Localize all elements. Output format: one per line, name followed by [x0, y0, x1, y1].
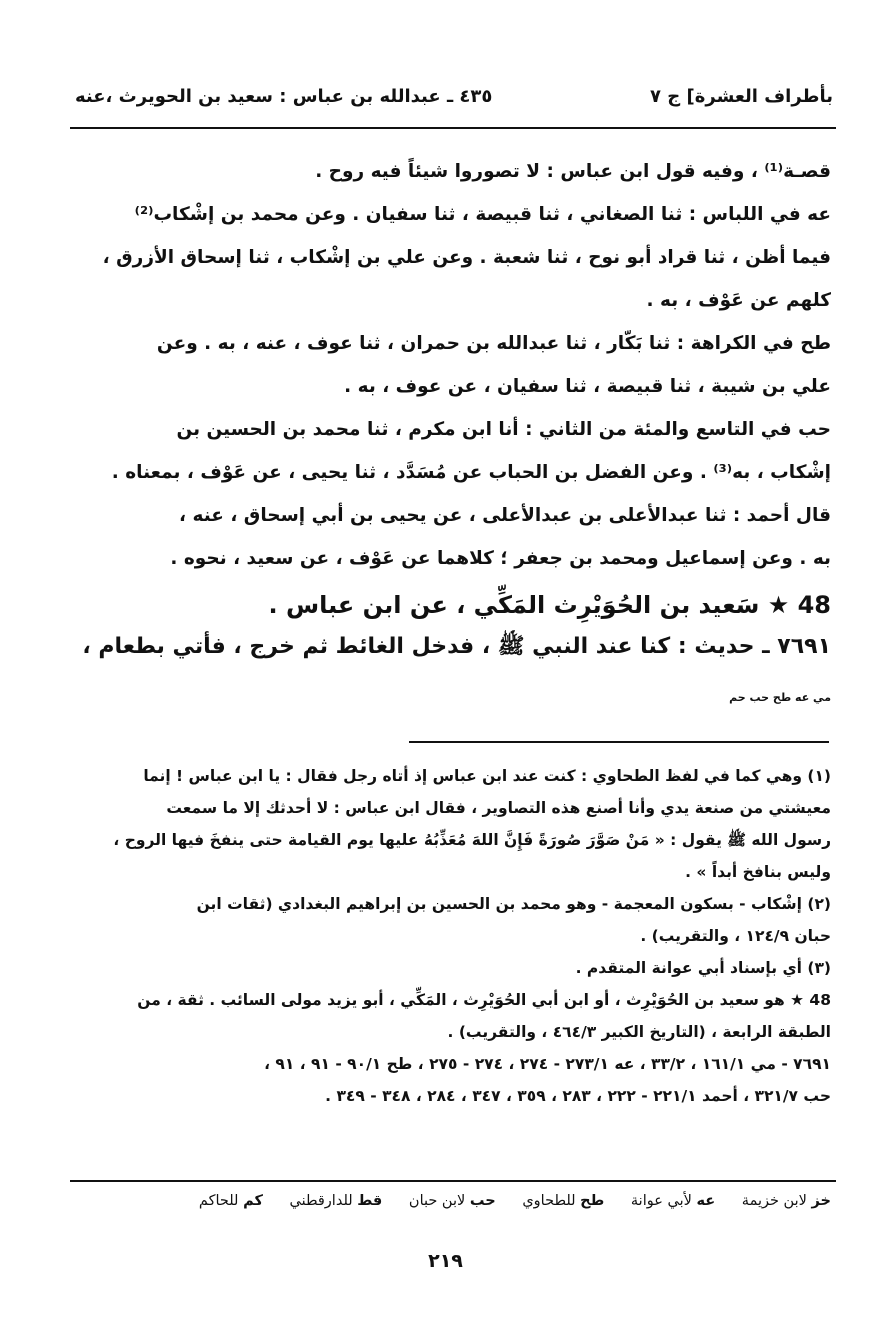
abbreviation-code: عه — [696, 1193, 716, 1209]
body-line: إشْكاب ، به⁽³⁾ . وعن الفضل بن الحباب عن مُسَدَّد ، ثنا يحيى ، عن عَوْف ، بمعناه . — [111, 462, 831, 483]
abbreviation-item — [631, 1193, 715, 1209]
abbreviation-code: خز — [811, 1193, 831, 1209]
footnote-line: ٧٦٩١ - مي ١٦١/١ ، ٣٣/٢ ، عه ٢٧٣/١ - ٢٧٤ ، ٢٧٤ - ٢٧٥ ، طح ٩٠/١ - ٩١ ، ٩١ ، — [264, 1055, 831, 1073]
footnote-line: معيشتي من صنعة يدي وأنا أصنع هذه التصاوير ، فقال ابن عباس : لا أحدثك إلا ما سمعت — [166, 799, 831, 817]
abbreviation-code: حب — [469, 1193, 496, 1209]
body-line: قصـة⁽¹⁾ ، وفيه قول ابن عباس : لا تصوروا شيئاً فيه روح . — [315, 161, 831, 182]
page-number: ٢١٩ — [428, 1250, 463, 1272]
abbreviation-code: طح — [580, 1193, 605, 1209]
hadith-heading: ٧٦٩١ ـ حديث : كنا عند النبي ﷺ ، فدخل الغائط ثم خرج ، فأتي بطعام ، — [82, 634, 831, 659]
abbreviation-item — [742, 1193, 831, 1209]
abbreviation-code: كم — [243, 1193, 263, 1209]
running-header — [75, 86, 833, 120]
footnotes — [68, 760, 831, 1112]
abbreviation-name: للحاكم — [198, 1193, 239, 1209]
footnote-line: حب ٣٢١/٧ ، أحمد ٢٢١/١ - ٢٢٢ ، ٢٨٣ ، ٣٥٩ ، ٣٤٧ ، ٢٨٤ ، ٣٤٨ - ٣٤٩ . — [325, 1087, 831, 1105]
abbreviations-rule — [70, 1180, 836, 1182]
body-line: علي بن شيبة ، ثنا قبيصة ، ثنا سفيان ، عن عوف ، به . — [344, 376, 831, 397]
footnote-line: الطبقة الرابعة ، (التاريخ الكبير ٤٦٤/٣ ، والتقريب) . — [447, 1023, 831, 1041]
main-text — [68, 150, 831, 664]
abbreviation-item — [290, 1193, 383, 1209]
body-line: قال أحمد : ثنا عبدالأعلى بن عبدالأعلى ، عن يحيى بن أبي إسحاق ، عنه ، — [179, 505, 831, 526]
header-volume: بأطراف العشرة] ج ٧ — [650, 86, 833, 107]
header-chapter: ٤٣٥ ـ عبدالله بن عباس : سعيد بن الحويرث ،عنه — [75, 86, 493, 107]
body-line: فيما أظن ، ثنا قراد أبو نوح ، ثنا شعبة . وعن علي بن إشْكاب ، ثنا إسحاق الأزرق ، — [102, 247, 831, 268]
abbreviation-item — [409, 1193, 496, 1209]
footnote-line: (٣) أي بإسناد أبي عوانة المتقدم . — [575, 959, 831, 977]
footnote-line: حبان ١٢٤/٩ ، والتقريب) . — [640, 927, 831, 945]
footnote-rule — [409, 741, 829, 743]
footnote-line: 48 ★ هو سعيد بن الحُوَيْرِث ، أو ابن أبي الحُوَيْرِث ، المَكِّي ، أبو يزيد مولى السائب . ثقة ، من — [137, 991, 831, 1009]
body-line: كلهم عن عَوْف ، به . — [646, 290, 831, 311]
body-line: عه في اللباس : ثنا الصغاني ، ثنا قبيصة ، ثنا سفيان . وعن محمد بن إشْكاب⁽²⁾ — [134, 204, 831, 225]
abbreviation-code: قط — [357, 1193, 383, 1209]
abbreviation-item — [522, 1193, 604, 1209]
footnote-line: (٢) إشْكاب - بسكون المعجمة - وهو محمد بن الحسين بن إبراهيم البغدادي (ثقات ابن — [196, 895, 831, 913]
body-line: حب في التاسع والمئة من الثاني : أنا ابن مكرم ، ثنا محمد بن الحسين بن — [176, 419, 831, 440]
entry-title: 48 ★ سَعيد بن الحُوَيْرِث المَكِّي ، عن ابن عباس . — [268, 591, 831, 619]
footnote-line: رسول الله ﷺ يقول : « مَنْ صَوَّرَ صُورَةً فَإِنَّ اللهَ مُعَذِّبُهُ عليها يوم القيامة حتى ينفخَ فيها الروح ، — [113, 831, 831, 849]
abbreviation-name: لأبي عوانة — [630, 1193, 692, 1209]
abbreviation-item — [199, 1193, 263, 1209]
hadith-sources-sigla: مي عه طح حب حم — [729, 691, 831, 704]
abbreviation-name: لابن حبان — [408, 1193, 466, 1209]
abbreviation-name: للدارقطني — [289, 1193, 353, 1209]
abbreviations-key — [68, 1193, 831, 1209]
abbreviation-name: للطحاوي — [522, 1193, 576, 1209]
body-line: به . وعن إسماعيل ومحمد بن جعفر ؛ كلاهما عن عَوْف ، عن سعيد ، نحوه . — [170, 548, 831, 569]
body-line: طح في الكراهة : ثنا بَكّار ، ثنا عبدالله بن حمران ، ثنا عوف ، عنه ، به . وعن — [156, 333, 831, 354]
footnote-line: (١) وهي كما في لفظ الطحاوي : كنت عند ابن عباس إذ أتاه رجل فقال : يا ابن عباس ! إنما — [143, 767, 831, 785]
footnote-line: وليس بنافخ أبداً » . — [685, 863, 831, 881]
header-rule — [70, 127, 836, 129]
abbreviation-name: لابن خزيمة — [741, 1193, 807, 1209]
